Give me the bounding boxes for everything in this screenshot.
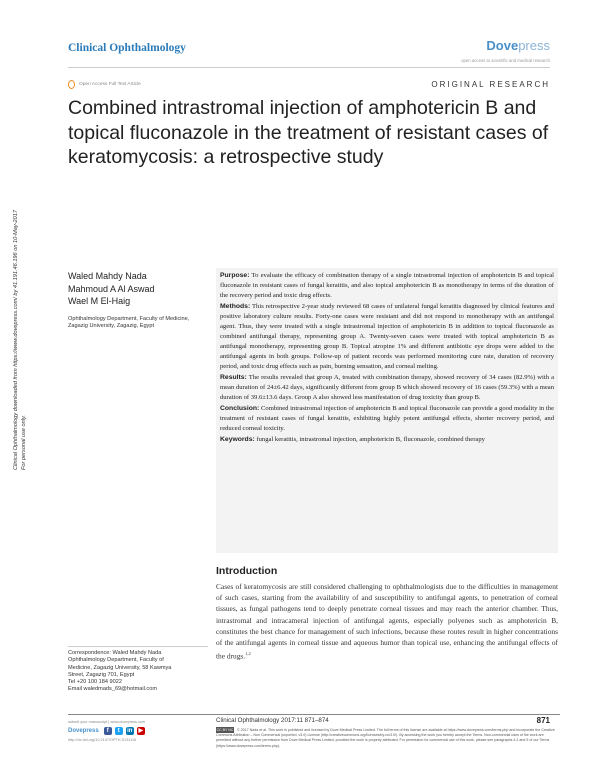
- abstract-results-text: The results revealed that group A, treated with combination therapy, showed recovery of 34 cases (82.9%) with a mean duration of 24±6.42 days, significantly different from group B which showed recovery of 16 cases (59.3%) with a mean duration of 39.6±13.6 days. Group A also showed less manifestation of drug toxicity than group B.: [220, 374, 554, 401]
- download-side-note: [10, 150, 40, 470]
- license-text: © 2017 Nada et al. This work is published and licensed by Dove Medical Press Limited. The full terms of this license are available at https://www.dovepress.com/terms.php and incorporate the Creative Commons Attribution – Non Commercial (unported, v3.0) License (http://creativecommons.org/licenses/by-nc/3.0/). By accessing the work you hereby accept the Terms. Non-commercial uses of the work are permitted without any further permission from Dove Medical Press Limited, provided the work is properly attributed. For permission for commercial use of this work, please see paragraphs 4.2 and 5 of our Terms (https://www.dovepress.com/terms.php).: [216, 727, 555, 748]
- publisher-tagline: open access to scientific and medical research: [461, 58, 550, 63]
- author-name: Wael M El-Haig: [68, 296, 131, 306]
- side-note-line2: For personal use only.: [20, 415, 27, 470]
- page-number: 871: [536, 716, 550, 725]
- abstract-conclusion-label: Conclusion:: [220, 405, 260, 412]
- youtube-icon[interactable]: ▶: [138, 728, 144, 734]
- submit-manuscript-link[interactable]: submit your manuscript | www.dovepress.com: [68, 720, 146, 724]
- abstract-methods: [220, 302, 554, 372]
- correspondence-line: Correspondence: Waled Mahdy Nada: [68, 650, 162, 656]
- article-title: Combined intrastromal injection of amphotericin B and topical fluconazole in the treatment of resistant cases of keratomycosis: a retrospective study: [68, 97, 549, 168]
- publisher-logo-light: press: [518, 38, 550, 53]
- abstract-conclusion: [220, 404, 554, 434]
- abstract-purpose-label: Purpose:: [220, 272, 250, 279]
- creative-commons-icon[interactable]: CC BY NC: [216, 728, 234, 732]
- footer-divider: [68, 714, 560, 715]
- abstract-conclusion-text: Combined intrastromal injection of amphotericin B and topical fluconazole can provide a good modality in the treatment of resistant cases of fungal keratitis, exhibiting highly potent antifungal effects, shorter recovery period, and reduced corneal toxicity.: [220, 405, 554, 432]
- author-name: Mahmoud A Al Aswad: [68, 283, 155, 294]
- twitter-icon[interactable]: t: [115, 727, 123, 735]
- side-note-line1: Clinical Ophthalmology downloaded from https://www.dovepress.com/ by 41.191.46.196 on 10-May-2017: [13, 210, 19, 470]
- abstract-results: [220, 373, 554, 403]
- abstract-purpose: [220, 271, 554, 301]
- abstract-keywords-label: Keywords:: [220, 436, 255, 443]
- correspondence-line: Medicine, Zagazig University, 58 Kawmya: [68, 664, 172, 671]
- correspondence-block: [68, 646, 208, 694]
- abstract-box: [216, 268, 558, 553]
- abstract-keywords: [220, 435, 554, 445]
- social-links: [104, 727, 145, 735]
- reference-link[interactable]: 1,2: [245, 651, 251, 657]
- citation-line: Clinical Ophthalmology 2017:11 871–874: [216, 717, 329, 724]
- introduction-text: Cases of keratomycosis are still considered challenging to ophthalmologists due to the difficulties in management of such cases, starting from the availability of and susceptibility to antifungal agents, to penetration of corneal tissues, as fungal pathogens tend to deeply penetrate corneal tissues and may reach the anterior chamber. Thus, intrastromal and intracameral injection of antifungal agents, especially polyenes such as amphotericin B, constitutes the best chance for management of such infections, because these routes result in higher concentrations of the antifungal agents in corneal tissue and aqueous humor than topical use, enhancing the antifungal effects of the drugs.: [216, 582, 558, 661]
- publisher-logo[interactable]: [486, 38, 550, 53]
- abstract-methods-label: Methods:: [220, 303, 251, 310]
- abstract-methods-text: This retrospective 2-year study reviewed 68 cases of unilateral fungal keratitis diagnosed by clinical features and positive laboratory culture results. Forty-one cases were resistant and did not respond to monotherapy with an antifungal agent. Thus, they were treated with a single intrastromal injection of amphotericin B in addition to topical fluconazole as combined antifungal therapy, representing group A. Twenty-seven cases were treated with topical amphotericin B as antifungal monotherapy, representing group B. Topical atropine 1% and different antibiotic eye drops were added to the antifungal agents in both groups. Follow-up of patient records was performed monitoring cure rate, duration of recovery period, and toxic drug effects such as pain, burning sensation, and corneal melting.: [220, 303, 554, 370]
- open-access-label: Open Access Full Text Article: [79, 82, 141, 87]
- publisher-logo-bold: Dove: [486, 38, 519, 53]
- author-name: Waled Mahdy Nada: [68, 271, 147, 281]
- header-divider: [68, 67, 550, 68]
- correspondence-line: Ophthalmology Department, Faculty of: [68, 657, 164, 664]
- linkedin-icon[interactable]: in: [127, 728, 133, 734]
- abstract-purpose-text: To evaluate the efficacy of combination therapy of a single intrastromal injection of amphotericin B and topical fluconazole in resistant cases of fungal keratitis, and also topical amphotericin B as monotherapy in terms of the duration of the recovery period and toxic drug effects.: [220, 272, 555, 299]
- facebook-icon[interactable]: f: [104, 727, 112, 735]
- correspondence-line: Street, Zagazig 701, Egypt: [68, 671, 135, 678]
- abstract-keywords-text: fungal keratitis, intrastromal injection, amphotericin B, fluconazole, combined therapy: [256, 436, 485, 443]
- footer-publisher-row: [68, 727, 208, 735]
- abstract-results-label: Results:: [220, 374, 247, 381]
- open-access-lock-icon: [68, 80, 75, 89]
- doi-link[interactable]: http://dx.doi.org/10.2147/OPTH.S131116: [68, 738, 137, 742]
- license-notice: [216, 727, 558, 749]
- correspondence-phone: Tel +20 100 184 9022: [68, 679, 122, 686]
- correspondence-email[interactable]: Email waledmads_69@hotmail.com: [68, 686, 158, 693]
- author-affiliation: Ophthalmology Department, Faculty of Medicine, Zagazig University, Zagazig, Egypt: [68, 316, 190, 330]
- journal-name[interactable]: Clinical Ophthalmology: [68, 42, 186, 54]
- introduction-paragraph: [216, 581, 558, 662]
- open-access-badge: [68, 80, 141, 89]
- section-label: ORIGINAL RESEARCH: [431, 80, 550, 89]
- introduction-heading: Introduction: [216, 565, 278, 577]
- footer-dovepress-logo[interactable]: Dovepress: [68, 728, 99, 734]
- author-list: [68, 270, 155, 308]
- footer-publisher-block: [68, 719, 208, 743]
